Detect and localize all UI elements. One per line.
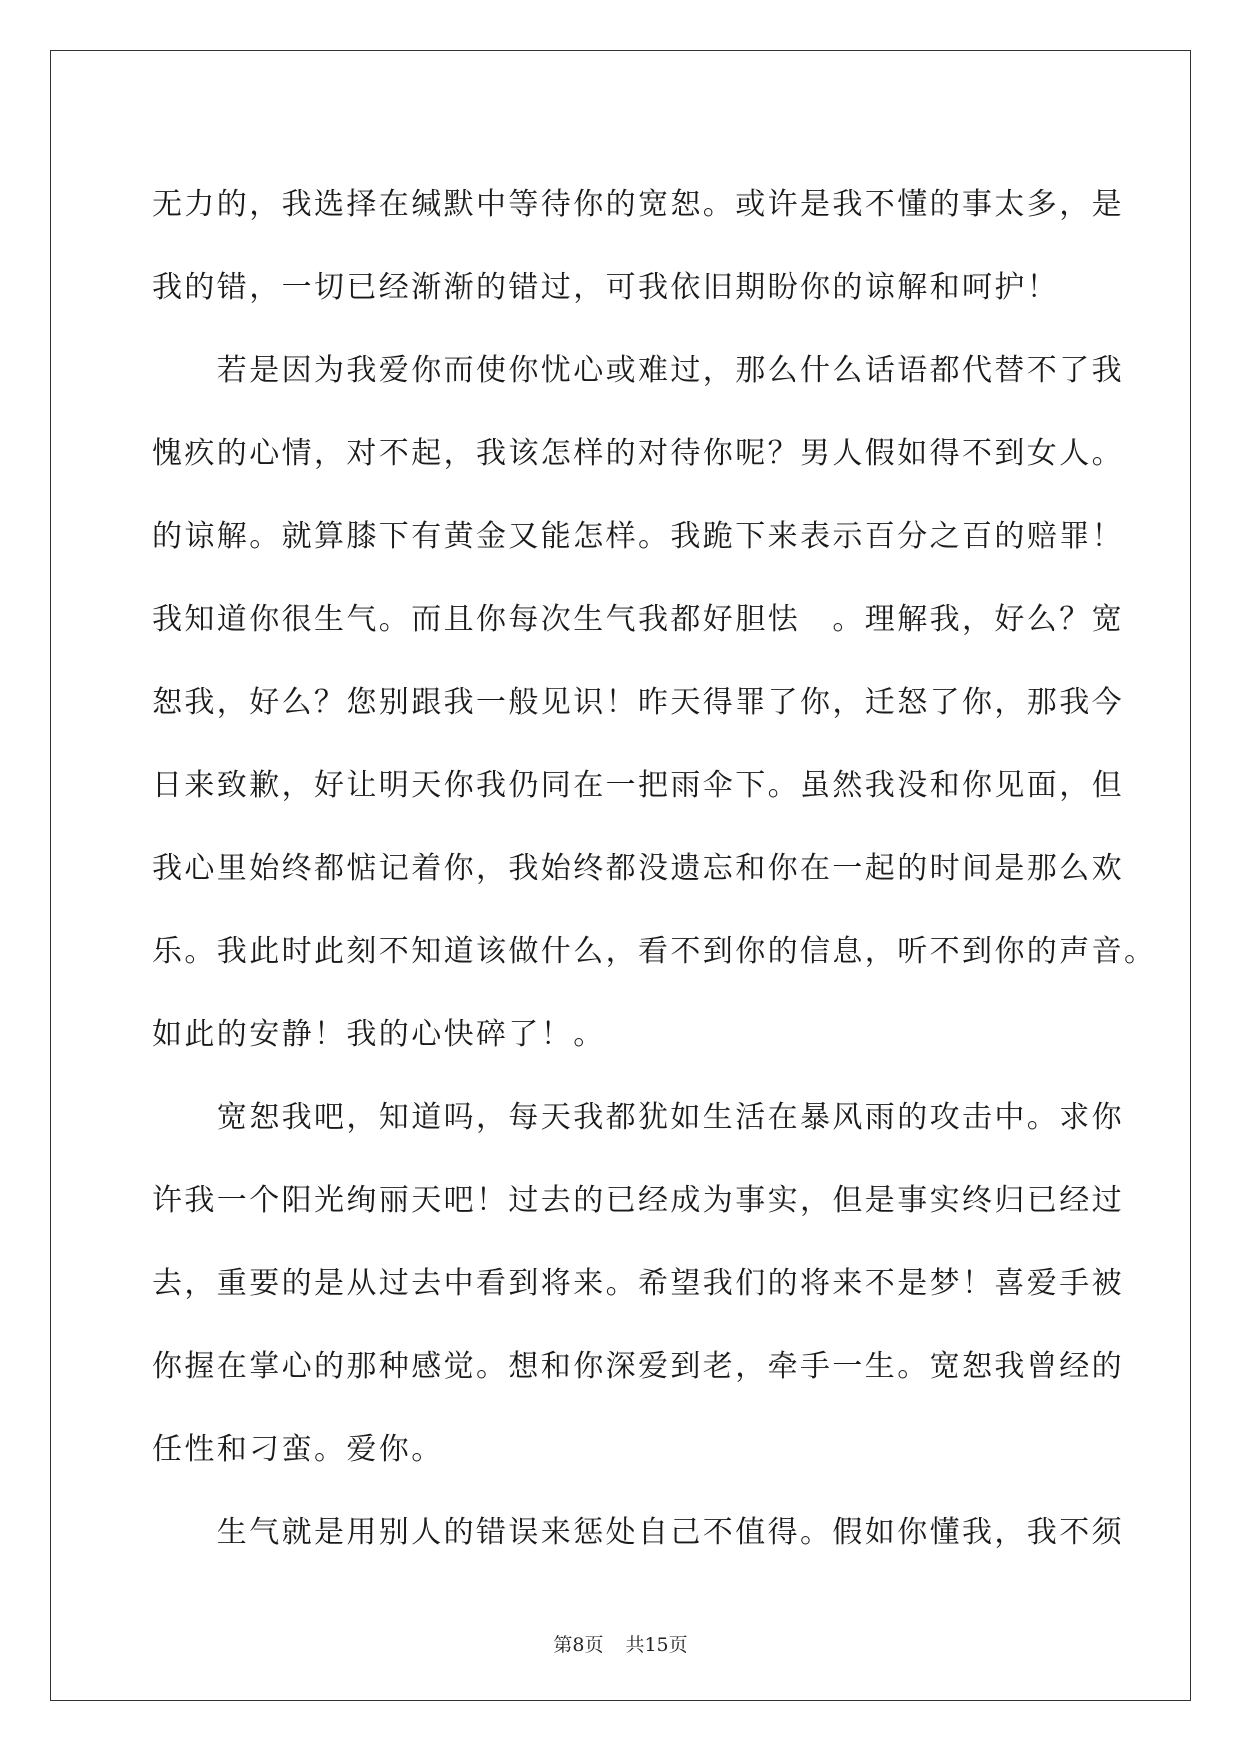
document-body — [152, 163, 1157, 1574]
page-total: 共15页 — [625, 1634, 688, 1656]
text-line: 日来致歉，好让明天你我仍同在一把雨伞下。虽然我没和你见面，但 — [152, 768, 1124, 803]
text-line: 的谅解。就算膝下有黄金又能怎样。我跪下来表示百分之百的赔罪！ — [152, 519, 1124, 554]
page-number: 第8页 — [553, 1634, 604, 1656]
text-line: 我知道你很生气。而且你每次生气我都好胆怯 。理解我，好么？宽 — [152, 602, 1124, 637]
text-line: 乐。我此时此刻不知道该做什么，看不到你的信息，听不到你的声音。 — [152, 934, 1157, 969]
text-line: 许我一个阳光绚丽天吧！过去的已经成为事实，但是事实终归已经过 — [152, 1183, 1124, 1218]
text-line: 无力的，我选择在缄默中等待你的宽恕。或许是我不懂的事太多，是 — [152, 187, 1124, 222]
text-line: 恕我，好么？您别跟我一般见识！昨天得罪了你，迁怒了你，那我今 — [152, 685, 1124, 720]
text-line: 任性和刁蛮。爱你。 — [152, 1432, 444, 1467]
text-line: 你握在掌心的那种感觉。想和你深爱到老，牵手一生。宽恕我曾经的 — [152, 1349, 1124, 1384]
page-footer — [0, 1630, 1241, 1657]
text-line: 去，重要的是从过去中看到将来。希望我们的将来不是梦！喜爱手被 — [152, 1266, 1124, 1301]
text-line: 我心里始终都惦记着你，我始终都没遗忘和你在一起的时间是那么欢 — [152, 851, 1124, 886]
text-line: 我的错，一切已经渐渐的错过，可我依旧期盼你的谅解和呵护！ — [152, 270, 1060, 305]
text-line: 生气就是用别人的错误来惩处自己不值得。假如你懂我，我不须 — [152, 1515, 1124, 1550]
text-line: 如此的安静！我的心快碎了！。 — [152, 1017, 606, 1052]
text-line: 宽恕我吧，知道吗，每天我都犹如生活在暴风雨的攻击中。求你 — [152, 1100, 1124, 1135]
text-line: 若是因为我爱你而使你忧心或难过，那么什么话语都代替不了我 — [152, 353, 1124, 388]
text-line: 愧疚的心情，对不起，我该怎样的对待你呢？男人假如得不到女人。 — [152, 436, 1124, 471]
